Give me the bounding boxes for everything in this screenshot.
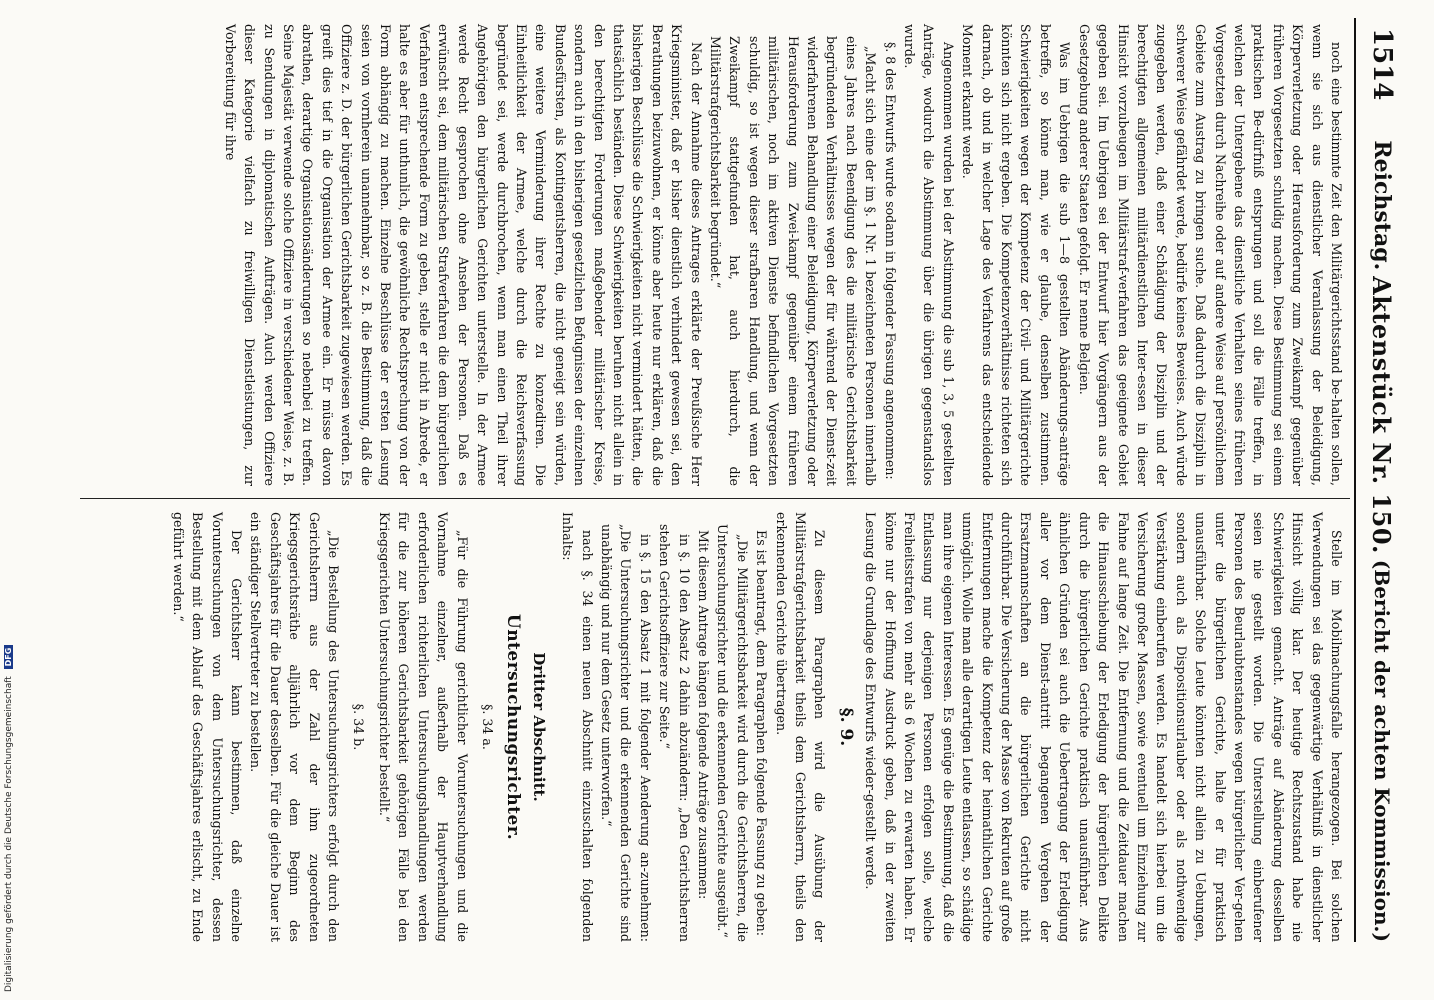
paragraph: Zu diesem Paragraphen wird die Ausübung der Militärstrafgerichtsbarkeit theils dem Gerichtsherrn, theils den erkennenden Gerichte übertragen. xyxy=(773,512,828,942)
footer-credit xyxy=(4,0,18,1000)
quoted-paragraph: „Macht sich eine der im §. 1 Nr. 1 bezeichneten Personen innerhalb eines Jahres nach Beendigung des die militärische Gerichtsbarkeit begründenden Verhältnisses wegen der für während der Dienst-zeit widerfahrenen Behandlung einer Beleidigung, Körperverletzung oder Herausforderung zum Zwei-kampf gegenüber einem früheren militärischen, noch im aktiven Dienste befindlichen Vorgesetzten schuldig, so ist wegen dieser strafbaren Handlung, und wenn der Zweikampf stattgefunden hat, auch hierdurch, die Militärstrafgerichtsbarkeit begründet.“ xyxy=(708,36,879,486)
paragraph: in §. 15 den Absatz 1 mit folgender Aenderung an-zunehmen: „Die Untersuchungsrichter und die erkennenden Gerichte sind unabhängig und nur dem Gesetz unterworfen.“ xyxy=(598,524,653,942)
paragraph: nach §. 34 einen neuen Abschnitt einzuschalten folgenden Inhalts: xyxy=(560,512,595,942)
header-rule xyxy=(1354,18,1356,942)
footer-text: Digitalisierung gefördert durch die Deutsche Forschungsgemeinschaft xyxy=(4,676,14,992)
column-divider xyxy=(80,498,1350,499)
chapter-title: Untersuchungsrichter. xyxy=(503,613,524,841)
paragraph: noch eine bestimmte Zeit den Militärgerichtsstand be-halten sollen, wenn sie sich aus dienstlicher Veranlassung der Beleidigung, Körperverletzung oder Herausforderung zum Zweikampf gegenüber früheren Vorgesetzten schuldig machen. Diese Bestimmung sei einem praktischen Be-dürfniß entsprungen und soll die Fälle treffen, in welchen der Untergebene das dienstliche Verhalten seines früheren Vorgesetzten durch Nachreihe oder auf andere Weise auf persönlichem Gebiete zum Austrag zu bringen suche. Daß dadurch die Disziplin in schwerer Weise gefährdet werde, bedürfe keines Beweises. Auch würde zugegeben werden, daß einer Schädigung der Disziplin und der berechtigten allgemeinen militärdienstlichen Inter-essen in dieser Hinsicht vorzubeugen im Militärstraf-verfahren das geeignete Gebiet gegeben sei. Im Uebrigen sei der Entwurf hier Vorgängern aus der Gesetzgebung anderer Staaten gefolgt. Er nenne Belgien. xyxy=(1076,24,1344,486)
paragraph: „Die Bestellung des Untersuchungsrichters erfolgt durch den Gerichtsherrn aus der Zahl der ihm zugeordneten Kriegsgerichtsräthe alljährlich vor dem Beginn des Geschäftsjahres für die Dauer desselben. Für die gleiche Dauer ist ein ständiger Stellvertreter zu bestellen. xyxy=(248,512,342,942)
report-title: (Bericht der achten Kommission.) xyxy=(1370,559,1394,942)
section-label: §. 34 b. xyxy=(351,703,367,751)
page-number: 1514 xyxy=(1367,28,1397,101)
document-title: Aktenstück Nr. 150. xyxy=(1367,276,1397,554)
paragraph: „Für die Führung gerichtlicher Voruntersuchungen und die Vornahme einzelner, außerhalb der Hauptverhandlung erforderlichen richterlichen Untersuchungshandlungen werden für die zur höheren Gerichtsbarkeit gehörigen Fälle bei den Kriegsgerichten Untersuchungsrichter bestellt.“ xyxy=(376,512,470,942)
paragraph: Es ist beantragt, dem Paragraphen folgende Fassung zu geben: xyxy=(754,530,770,936)
dfg-logo: DFG xyxy=(4,645,13,670)
chapter-heading: Dritter Abschnitt. xyxy=(529,652,548,802)
paragraph: Der Gerichtsherr kann bestimmen, daß einzelne Voruntersuchungen von dem Untersuchungsrichter, dessen Bestellung mit dem Ablauf des Geschäftsjahres erlischt, zu Ende geführt werden.“ xyxy=(170,512,245,942)
paragraph: Mit diesem Antrage hängen folgende Anträge zusammen: xyxy=(696,530,711,900)
section-heading: §. 9. xyxy=(835,707,856,747)
page-header xyxy=(1364,28,1400,942)
section-label: §. 34 a. xyxy=(479,704,495,750)
paragraph: Nach der Annahme dieses Antrages erklärte der Preußische Herr Kriegsminister, daß er bisher dienstlich verhindert gewesen sei, den Berathungen beizuwohnen, er könne aber heute nur erklären, daß die bisherigen Beschlüsse die Schwierigkeiten nicht vermindert hätten, die thatsächlich beständen. Diese Schwierigkeiten beruhen nicht allein in den berechtigten Forderungen maßgebender militärischer Kreise, sondern auch in den bisherigen gesetzlichen Befugnissen der einzelnen Bundesfürsten, als Kontingentsherren, die nicht geneigt sein würden, eine weitere Verminderung ihrer Rechte zu konzediren. Die Einheitlichkeit der Armee, welche durch die Reichsverfassung begründet sei, werde durchbrochen, wenn man einen Theil ihrer Angehörigen den bürgerlichen Gerichten unterstelle. In der Armee werde Recht gesprochen ohne Ansehen der Personen. Daß es erwünscht sei, dem militärischen Strafverfahren die dem bürgerlichen Verfahren entsprechende Form zu geben, stelle er nicht in Abrede, er halte es aber für unthunlich, die gewöhnliche Rechtsprechung von der Form abhängig zu machen. Einzelne Beschlüsse der ersten Lesung seien von vornherein unannehmbar, so z. B. die Bestimmung, daß die Offiziere z. D. der bürgerlichen Gerichtsbarkeit zugewiesen werden. Es greift dies tief in die Organisation der Armee ein. Er müsse davon abrathen, derartige Organisationsänderungen so nebenbei zu treffen. Seine Majestät verwende solche Offiziere in verschiedener Weise, z. B. zu Sendungen in diplomatischen Aufträgen. Auch werden Offiziere dieser Kategorie vielfach zu freiwilligen Dienstleistungen, zur Vorbereitung für ihre xyxy=(222,24,704,486)
left-column xyxy=(220,24,1346,486)
quoted-paragraph: „Die Militärgerichtsbarkeit wird durch die Gerichtsherren, die Untersuchungsrichter und die erkennenden Gerichte ausgeübt.“ xyxy=(715,524,750,942)
paragraph: Was im Uebrigen die sub 1—8 gestellten Abänderungs-anträge betreffe, so könne man, wie er glaube, denselben zustimmen. Schwierigkeiten wegen der Kompetenz der Civil- und Militärgerichte könnten sich nicht ergeben. Die Kompetenzverhältnisse richteten sich darnach, ob und in welcher Lage des Verfahrens das entscheidende Moment erkannt werde. xyxy=(960,24,1073,486)
paragraph: Angenommen wurden bei der Abstimmung die sub 1, 3, 5 gestellten Anträge, wodurch die Abstimmung über die übrigen gegenstandslos wurde. xyxy=(902,24,956,486)
paragraph: Stelle im Mobilmachungsfalle herangezogen. Bei solchen Verwendungen sei das gegenwärtige Verhältniß in dienstlicher Hinsicht völlig klar. Der heutige Rechtszustand habe nie Schwierigkeiten gemacht. Anträge auf Abänderung desselben seien nie gestellt worden. Die Unterstellung einberufener Personen des Beurlaubtenstandes wegen bürgerlicher Ver-gehen unter die bürgerlichen Gerichte, halte er für praktisch unausführbar. Solche Leute könnten nicht allein zu Uebungen, sondern auch als Dispositionsurlauber oder als nothwendige Verstärkung einberufen werden. Es handelt sich hierbei um die Versicherung großer Massen, sowie eventuell um Einziehung zur Fahne auf lange Zeit. Die Entfernung und die Zeitdauer machen die Hinausschiebung der Erledigung der bürgerlichen Delikte durch die bürgerlichen Gerichte praktisch unausführbar. Aus ähnlichen Gründen sei auch die Uebertragung der Erledigung aller vor dem Dienst-antritt begangenen Vergehen der Ersatzmannschaften an die bürgerlichen Gerichte nicht durchführbar. Die Versicherung der Masse von Rekruten auf große Entfernungen mache die Kompetenz der heimathlichen Gerichte unmöglich. Wolle man alle derartigen Leute entlassen, so schädige man ihre eigenen Interessen. Es genüge die Bestimmung, daß die Entlassung nur derjenigen Personen erfolgen solle, welche Freiheitsstrafen von mehr als 6 Wochen zu erwarten haben. Er könne nur der Hoffnung Ausdruck geben, daß in der zweiten Lesung die Grundlage des Entwurfs wieder-gestellt werde. xyxy=(863,512,1344,942)
paragraph: §. 8 des Entwurfs wurde sodann in folgender Fassung angenommen: xyxy=(882,42,898,480)
right-column xyxy=(168,512,1346,942)
paragraph: in §. 10 den Absatz 2 dahin abzuändern: „Den Gerichtsherren stehen Gerichtsoffiziere zur Seite.“ xyxy=(657,524,692,942)
parliament-title: Reichstag. xyxy=(1369,140,1395,271)
